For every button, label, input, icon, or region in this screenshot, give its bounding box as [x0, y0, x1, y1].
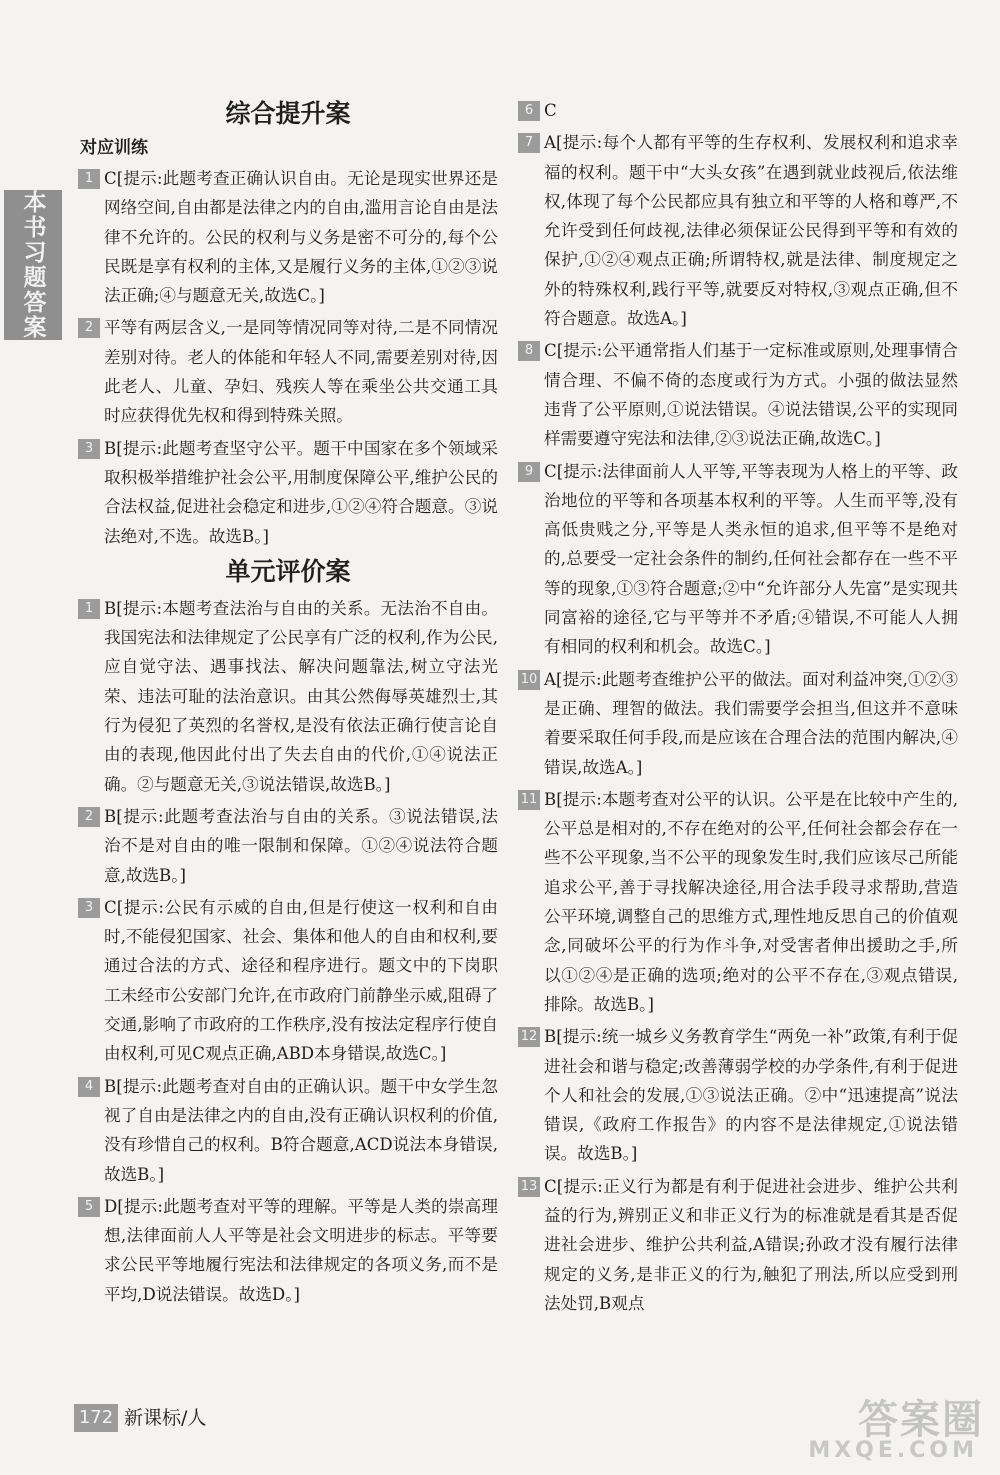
question-number: 7: [518, 133, 540, 153]
answer-item: [78, 1192, 498, 1309]
section-title-unit-evaluation: 单元评价案: [225, 556, 351, 586]
answer-item: [518, 96, 958, 125]
answer-item: [518, 457, 958, 662]
answer-text: B[提示:此题考查法治与自由的关系。③说法错误,法治不是对自由的唯一限制和保障。①②④说法符合题意,故选B。]: [104, 806, 498, 885]
left-column: [78, 96, 498, 1312]
answer-text: D[提示:此题考查对平等的理解。平等是人类的崇高理想,法律面前人人平等是社会文明进步的标志。平等要求公民平等地履行宪法和法律规定的各项义务,而不是平均,D说法错误。故选D。]: [104, 1196, 498, 1304]
question-number: 11: [518, 790, 540, 810]
answer-item: [78, 1072, 498, 1189]
answer-item: [78, 313, 498, 430]
question-number: 6: [518, 101, 540, 121]
answer-item: [78, 164, 498, 310]
answer-item: [518, 785, 958, 1019]
page-number: 172: [74, 1404, 118, 1432]
answer-item: [518, 336, 958, 453]
question-number: 9: [518, 462, 540, 482]
side-tab-label: 本书习题答案: [4, 190, 62, 340]
answer-item: [78, 802, 498, 890]
answer-text: C[提示:公民有示威的自由,但是行使这一权利和自由时,不能侵犯国家、社会、集体和他人的自由和权利,要通过合法的方式、途径和程序进行。题文中的下岗职工未经市公安部门允许,在市政府门前静坐示威,阻碍了交通,影响了市政府的工作秩序,没有按法定程序行使自由权利,可见C观点正确,ABD本身错误,故选C。]: [104, 897, 498, 1064]
answer-text: C: [544, 101, 557, 120]
question-number: 8: [518, 341, 540, 361]
answer-text: C[提示:此题考查正确认识自由。无论是现实世界还是网络空间,自由都是法律之内的自由,滥用言论自由是法律不允许的。公民的权利与义务是密不可分的,每个公民既是享有权利的主体,又是履行义务的主体,①②③说法正确;④与题意无关,故选C。]: [104, 169, 498, 306]
answer-text: A[提示:此题考查维护公平的做法。面对利益冲突,①②③是正确、理智的做法。我们需要学会担当,但这并不意味着要采取任何手段,而是应该在合理合法的范围内解决,④错误,故选A。]: [544, 669, 958, 777]
answer-text: 平等有两层含义,一是同等情况同等对待,二是不同情况差别对待。老人的体能和年轻人不同,需要差别对待,因此老人、儿童、孕妇、残疾人等在乘坐公共交通工具时应获得优先权和得到特殊关照。: [104, 318, 498, 426]
answer-item: [78, 594, 498, 799]
right-column: [518, 96, 958, 1321]
question-number: 3: [78, 439, 100, 459]
watermark-logo: 答案圈: [858, 1397, 984, 1443]
answer-text: C[提示:正义行为都是有利于促进社会进步、维护公共利益的行为,辨别正义和非正义行为的标准就是看其是否促进社会进步、维护公共利益,A错误;孙政才没有履行法律规定的义务,是非正义的行为,触犯了刑法,所以应受到刑法处罚,B观点: [544, 1176, 958, 1313]
answer-text: A[提示:每个人都有平等的生存权利、发展权利和追求幸福的权利。题干中“大头女孩”在遇到就业歧视后,依法维权,体现了每个公民都应具有独立和平等的人格和尊严,不允许受到任何歧视,法律必须保证公民得到平等和有效的保护,①②④观点正确;所谓特权,就是法律、制度规定之外的特殊权利,践行平等,就要反对特权,③观点正确,但不符合题意。故选A。]: [544, 133, 958, 329]
answer-text: B[提示:此题考查坚守公平。题干中国家在多个领域采取积极举措维护社会公平,用制度保障公平,维护公民的合法权益,促进社会稳定和进步,①②④符合题意。③说法绝对,不选。故选B。]: [104, 438, 498, 546]
answer-item: [518, 128, 958, 333]
watermark-url: MXQE.COM: [808, 1438, 978, 1463]
answer-item: [78, 434, 498, 551]
question-number: 4: [78, 1077, 100, 1097]
section-subtitle-training: 对应训练: [80, 138, 148, 158]
footer-edition-label: 新课标/人: [124, 1407, 207, 1429]
question-number: 2: [78, 807, 100, 827]
answer-text: B[提示:本题考查对公平的认识。公平是在比较中产生的,公平总是相对的,不存在绝对的公平,任何社会都会存在一些不公平现象,当不公平的现象发生时,我们应该尽己所能追求公平,善于寻找解决途径,用合法手段寻求帮助,营造公平环境,调整自己的思维方式,理性地反思自己的价值观念,同破坏公平的行为作斗争,对受害者伸出援助之手,所以①②④是正确的选项;绝对的公平不存在,③观点错误,排除。故选B。]: [544, 789, 958, 1014]
question-number: 3: [78, 898, 100, 918]
answer-item: [518, 1022, 958, 1168]
question-number: 13: [518, 1177, 540, 1197]
answer-item: [518, 665, 958, 782]
answer-item: [518, 1172, 958, 1318]
question-number: 1: [78, 169, 100, 189]
answer-text: B[提示:本题考查法治与自由的关系。无法治不自由。我国宪法和法律规定了公民享有广泛的权利,作为公民,应自觉守法、遇事找法、解决问题靠法,树立守法光荣、违法可耻的法治意识。由其公然侮辱英雄烈士,其行为侵犯了英烈的名誉权,是没有依法正确行使言论自由的表现,他因此付出了失去自由的代价,①④说法正确。②与题意无关,③说法错误,故选B。]: [104, 598, 498, 794]
section-title-comprehensive: 综合提升案: [225, 99, 351, 128]
answer-item: [78, 893, 498, 1069]
question-number: 5: [78, 1197, 100, 1217]
question-number: 2: [78, 318, 100, 338]
question-number: 1: [78, 599, 100, 619]
question-number: 12: [518, 1027, 540, 1047]
answer-text: B[提示:统一城乡义务教育学生“两免一补”政策,有利于促进社会和谐与稳定;改善薄弱学校的办学条件,有利于促进个人和社会的发展,①③说法正确。②中“迅速提高”说法错误,《政府工作报告》的内容不是法律规定,①说法错误。故选B。]: [544, 1027, 958, 1164]
answer-text: B[提示:此题考查对自由的正确认识。题干中女学生忽视了自由是法律之内的自由,没有正确认识权利的价值,没有珍惜自己的权利。B符合题意,ACD说法本身错误,故选B。]: [104, 1076, 498, 1184]
answer-text: C[提示:法律面前人人平等,平等表现为人格上的平等、政治地位的平等和各项基本权利的平等。人生而平等,没有高低贵贱之分,平等是人类永恒的追求,但平等不是绝对的,总要受一定社会条件的制约,任何社会都存在一些不平等的现象,①③符合题意;②中“允许部分人先富”是实现共同富裕的途径,它与平等并不矛盾;④错误,不可能人人拥有相同的权利和机会。故选C。]: [544, 461, 958, 657]
question-number: 10: [518, 670, 540, 690]
answer-text: C[提示:公平通常指人们基于一定标准或原则,处理事情合情合理、不偏不倚的态度或行为方式。小强的做法显然违背了公平原则,①说法错误。④说法错误,公平的实现同样需要遵守宪法和法律,②③说法正确,故选C。]: [544, 341, 958, 449]
